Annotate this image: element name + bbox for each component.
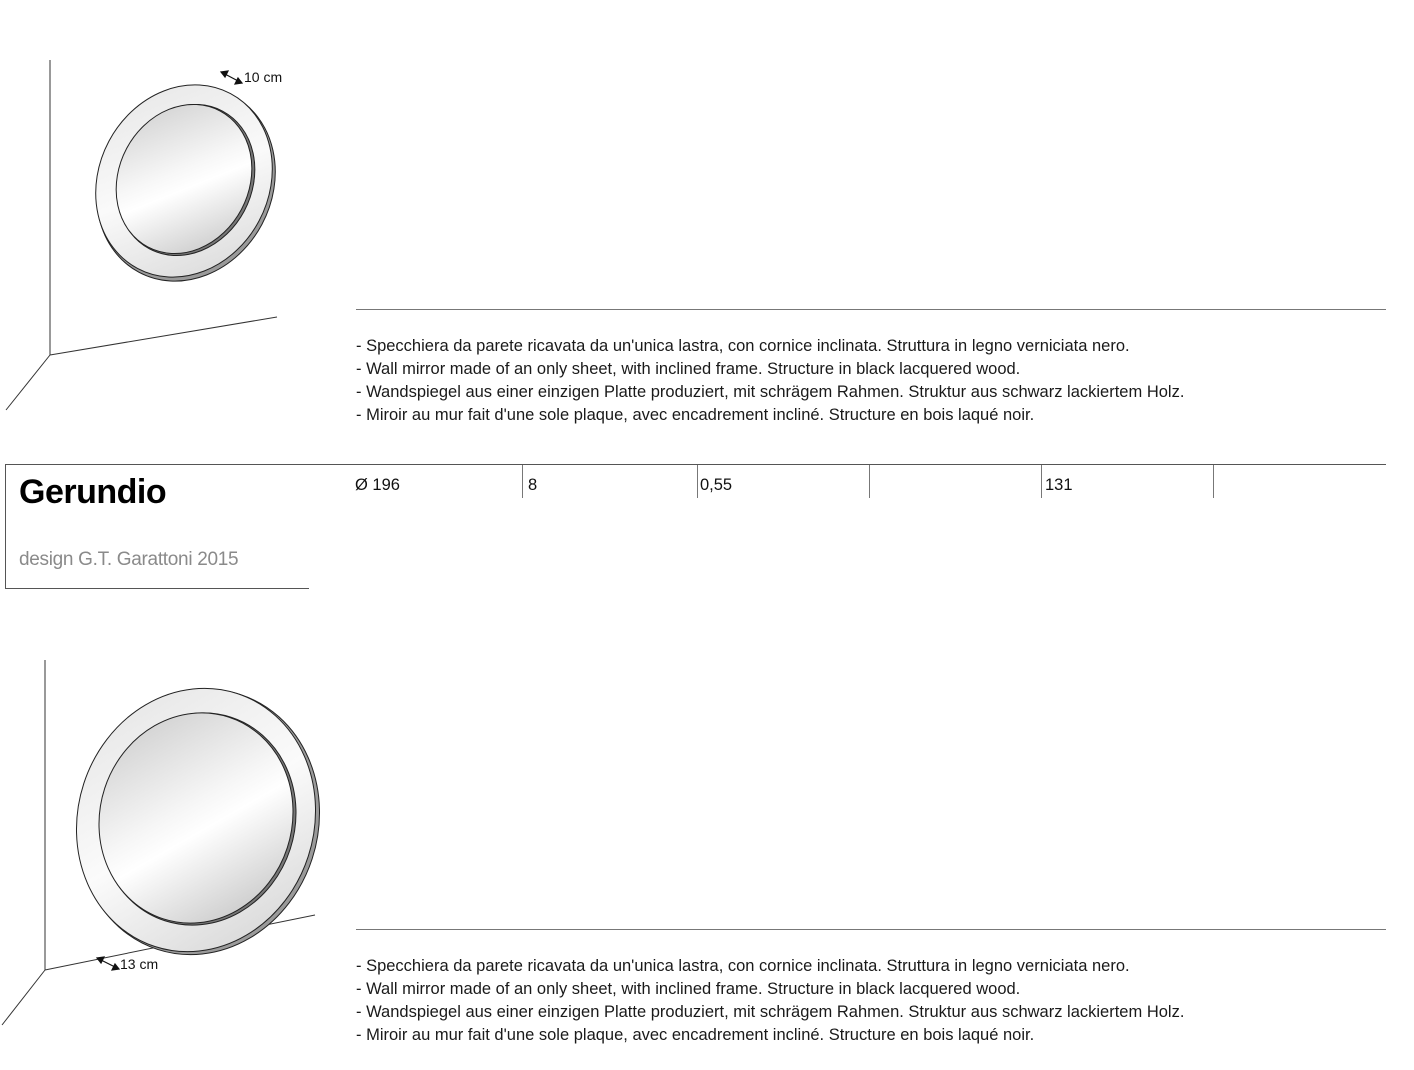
description-list (356, 335, 1184, 427)
description-fr: - Miroir au mur fait d'une sole plaque, avec encadrement incliné. Structure en bois laqué noir. (356, 406, 1035, 424)
section-divider (356, 309, 1386, 310)
mirror-illustration-small (0, 50, 330, 420)
depth-label: 13 cm (120, 956, 159, 972)
section-divider (356, 929, 1386, 930)
spec-value-6 (1217, 465, 1382, 498)
description-fr: - Miroir au mur fait d'une sole plaque, avec encadrement incliné. Structure en bois laqué noir. (356, 1026, 1035, 1044)
description-en: - Wall mirror made of an only sheet, with inclined frame. Structure in black lacquered wood. (356, 360, 1021, 378)
spec-value-5: 131 (1045, 476, 1073, 494)
depth-arrow-icon (221, 71, 242, 84)
product-designer: design G.T. Garattoni 2015 (19, 549, 239, 570)
description-it: - Specchiera da parete ricavata da un'unica lastra, con cornice inclinata. Struttura in legno verniciata nero. (356, 957, 1130, 975)
spec-divider (697, 465, 698, 498)
mirror-shape (43, 657, 340, 986)
spec-value-3: 0,55 (700, 476, 733, 494)
spec-divider (869, 465, 870, 498)
depth-arrow-icon (97, 957, 119, 970)
description-en: - Wall mirror made of an only sheet, with inclined frame. Structure in black lacquered wood. (356, 980, 1021, 998)
spec-divider (522, 465, 523, 498)
spec-value-2: 8 (528, 476, 538, 494)
mirror-illustration-large (0, 650, 340, 1040)
header-bottom-rule (5, 588, 309, 589)
header-left-rule (5, 464, 6, 588)
product-title: Gerundio (19, 473, 167, 511)
spec-divider (1041, 465, 1042, 498)
description-it: - Specchiera da parete ricavata da un'unica lastra, con cornice inclinata. Struttura in legno verniciata nero. (356, 337, 1130, 355)
description-list (356, 955, 1184, 1047)
spec-diameter: Ø 196 (355, 476, 400, 494)
mirror-shape (62, 54, 308, 313)
description-de: - Wandspiegel aus einer einzigen Platte produziert, mit schrägem Rahmen. Struktur aus schwarz lackiertem Holz. (356, 1003, 1185, 1021)
spec-divider (1213, 465, 1214, 498)
description-de: - Wandspiegel aus einer einzigen Platte produziert, mit schrägem Rahmen. Struktur aus schwarz lackiertem Holz. (356, 383, 1185, 401)
spec-value-4 (873, 465, 1038, 498)
depth-label: 10 cm (244, 69, 283, 85)
